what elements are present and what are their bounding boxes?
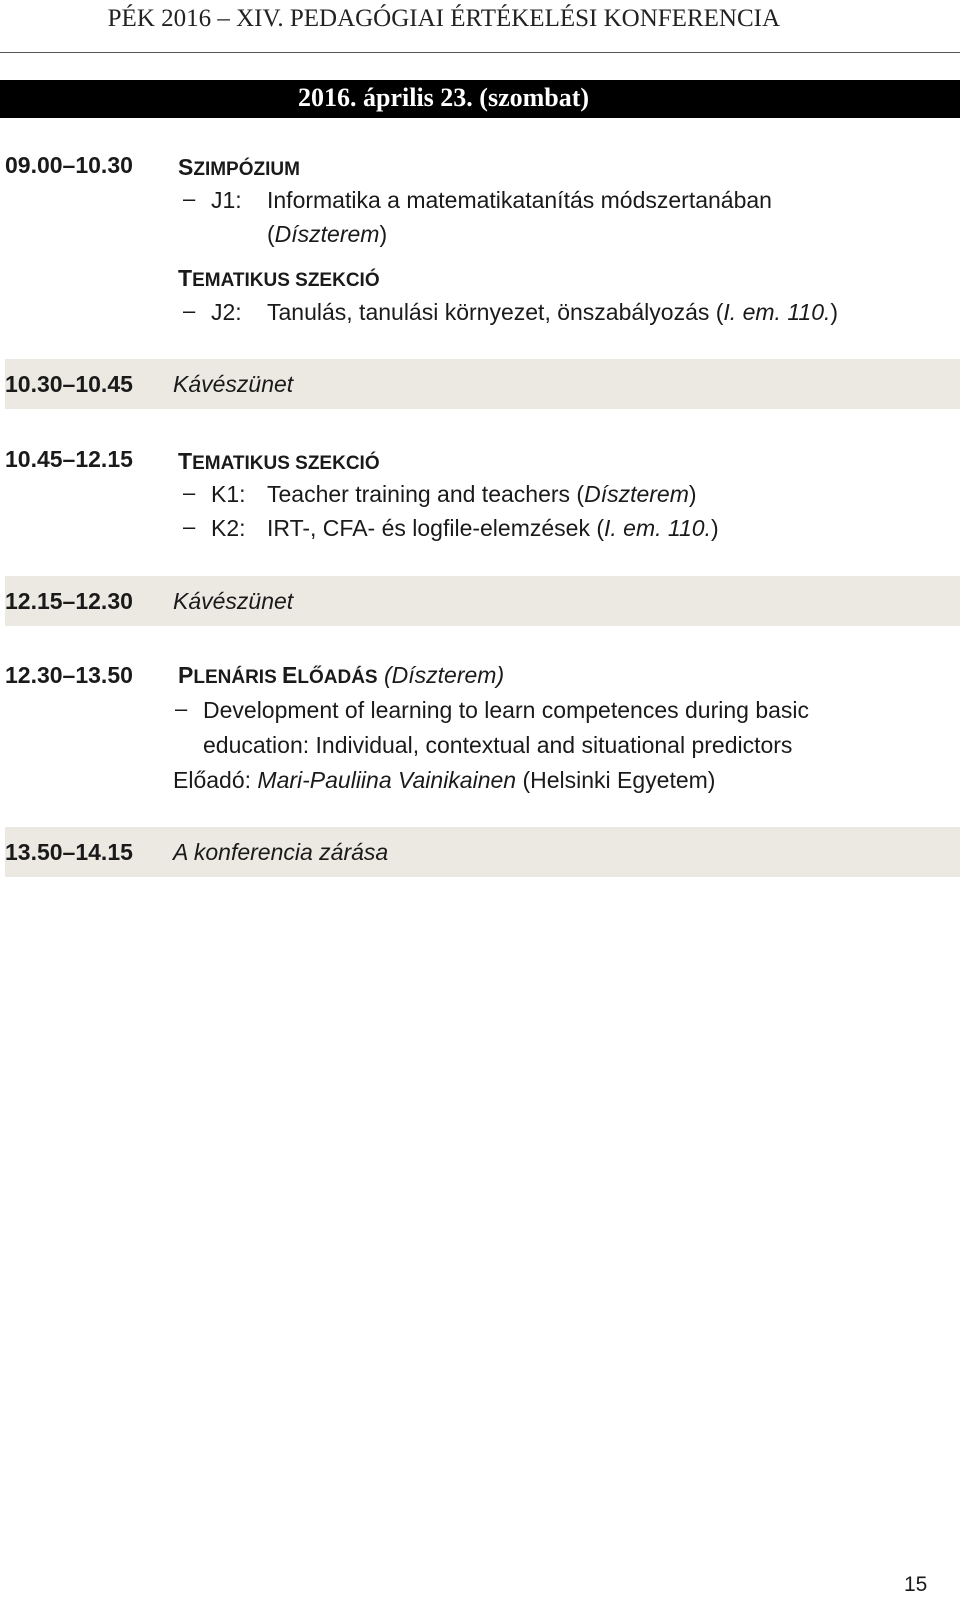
session-time: 10.45–12.15 (5, 446, 133, 472)
coffee-break-row (5, 359, 960, 409)
dash-bullet: – (183, 298, 196, 323)
session-time: 13.50–14.15 (5, 839, 133, 865)
session-caption: PLENÁRIS ELŐADÁS (Díszterem) (178, 662, 505, 688)
item-text: Tanulás, tanulási környezet, önszabályozás (I. em. 110.) (267, 299, 839, 325)
session-symposium (5, 150, 960, 355)
dash-bullet: – (175, 696, 188, 721)
session-time: 12.30–13.50 (5, 662, 133, 688)
session-thematic (5, 444, 960, 554)
session-caption: TEMATIKUS SZEKCIÓ (178, 265, 380, 291)
item-label: K1: (211, 481, 246, 507)
coffee-break-row (5, 576, 960, 626)
page-number: 15 (904, 1573, 928, 1596)
session-time: 09.00–10.30 (5, 152, 133, 178)
date-banner (0, 80, 960, 118)
session-plenary (5, 660, 960, 800)
session-caption: TEMATIKUS SZEKCIÓ (178, 448, 380, 474)
item-label: J2: (211, 299, 242, 325)
session-caption: SZIMPÓZIUM (178, 154, 300, 180)
session-time: 12.15–12.30 (5, 588, 133, 614)
lecture-title-line: education: Individual, contextual and situational predictors (203, 732, 793, 758)
date-text: 2016. április 23. (szombat) (298, 83, 590, 112)
dash-bullet: – (183, 480, 196, 505)
lecture-title-line: Development of learning to learn competences during basic (203, 697, 810, 723)
session-time: 10.30–10.45 (5, 371, 133, 397)
item-text: Informatika a matematikatanítás módszertanában (267, 187, 772, 213)
presenter: Előadó: Mari-Pauliina Vainikainen (Helsinki Egyetem) (173, 767, 716, 793)
closing-row (5, 827, 960, 877)
item-label: K2: (211, 515, 246, 541)
closing-title: A konferencia zárása (173, 839, 389, 865)
break-title: Kávészünet (173, 371, 294, 397)
conference-title: PÉK 2016 – XIV. PEDAGÓGIAI ÉRTÉKELÉSI KONFERENCIA (107, 5, 780, 32)
dash-bullet: – (183, 514, 196, 539)
item-room: (Díszterem) (267, 221, 388, 247)
item-text: IRT-, CFA- és logfile-elemzések (I. em. 110.) (267, 515, 719, 541)
item-label: J1: (211, 187, 242, 213)
dash-bullet: – (183, 186, 196, 211)
break-title: Kávészünet (173, 588, 294, 614)
item-text: Teacher training and teachers (Díszterem) (267, 481, 697, 507)
page-header (0, 0, 960, 53)
